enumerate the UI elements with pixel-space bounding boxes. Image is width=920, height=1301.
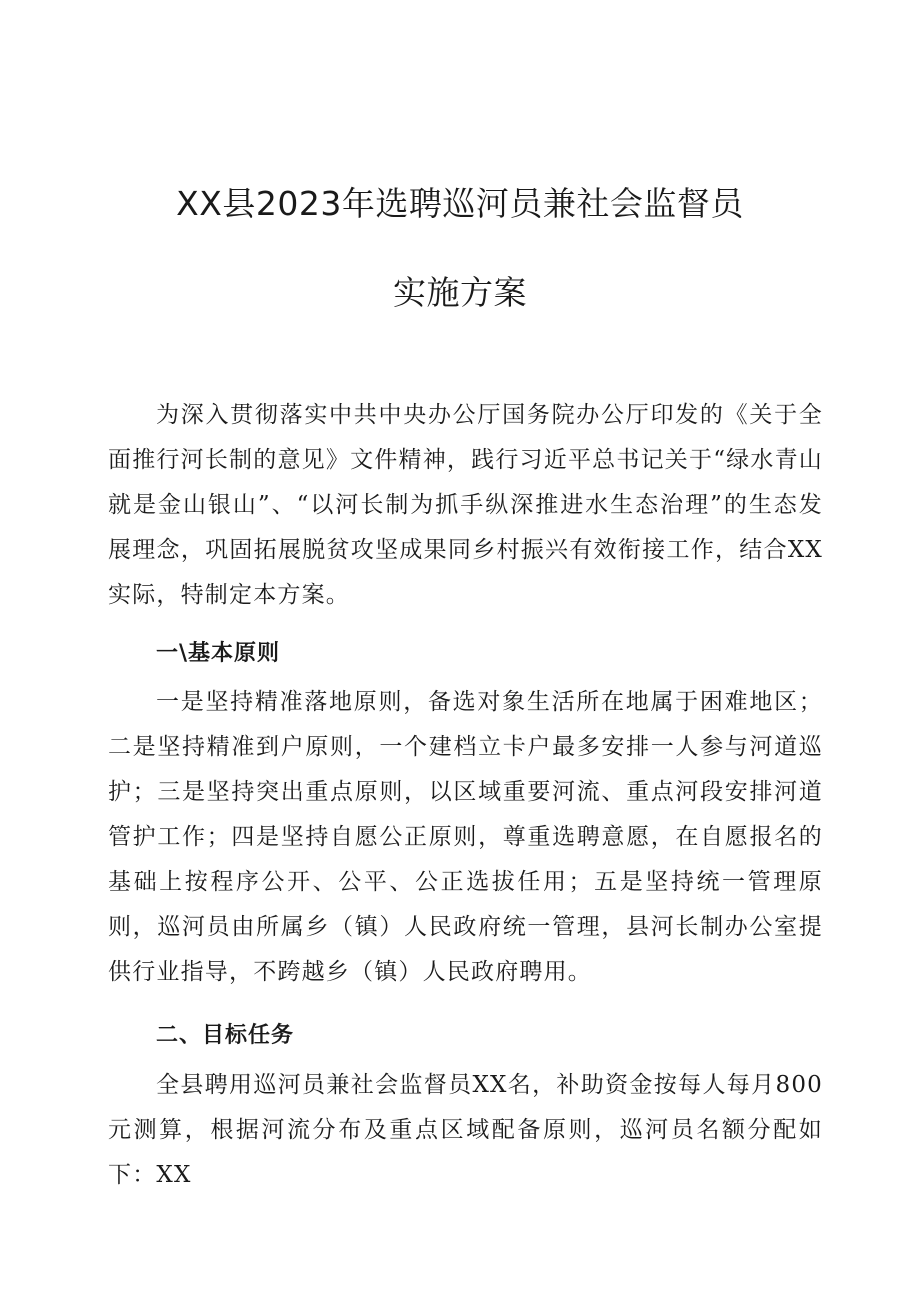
intro-paragraph: 为深入贯彻落实中共中央办公厅国务院办公厅印发的《关于全面推行河长制的意见》文件精神，践行习近平总书记关于“绿水青山就是金山银山”、“以河长制为抓手纵深推进水生态治理”的生态发展理念，巩固拓展脱贫攻坚成果同乡村振兴有效衔接工作，结合XX实际，特制定本方案。: [108, 402, 823, 608]
tasks-paragraph: 全县聘用巡河员兼社会监督员XX名，补助资金按每人每月800元测算，根据河流分布及重点区域配备原则，巡河员名额分配如下：XX: [108, 1072, 823, 1188]
section-heading-basic-principles: 一\基本原则: [156, 641, 281, 666]
section-heading-target-tasks: 二、目标任务: [156, 1023, 295, 1048]
document-title-line-1: XX县2023年选聘巡河员兼社会监督员: [176, 184, 744, 223]
document-title-line-2: 实施方案: [393, 273, 527, 312]
principles-paragraph: 一是坚持精准落地原则，备选对象生活所在地属于困难地区；二是坚持精准到户原则，一个建档立卡户最多安排一人参与河道巡护；三是坚持突出重点原则，以区域重要河流、重点河段安排河道管护工作；四是坚持自愿公正原则，尊重选聘意愿，在自愿报名的基础上按程序公开、公平、公正选拔任用；五是坚持统一管理原则，巡河员由所属乡（镇）人民政府统一管理，县河长制办公室提供行业指导，不跨越乡（镇）人民政府聘用。: [108, 689, 823, 985]
